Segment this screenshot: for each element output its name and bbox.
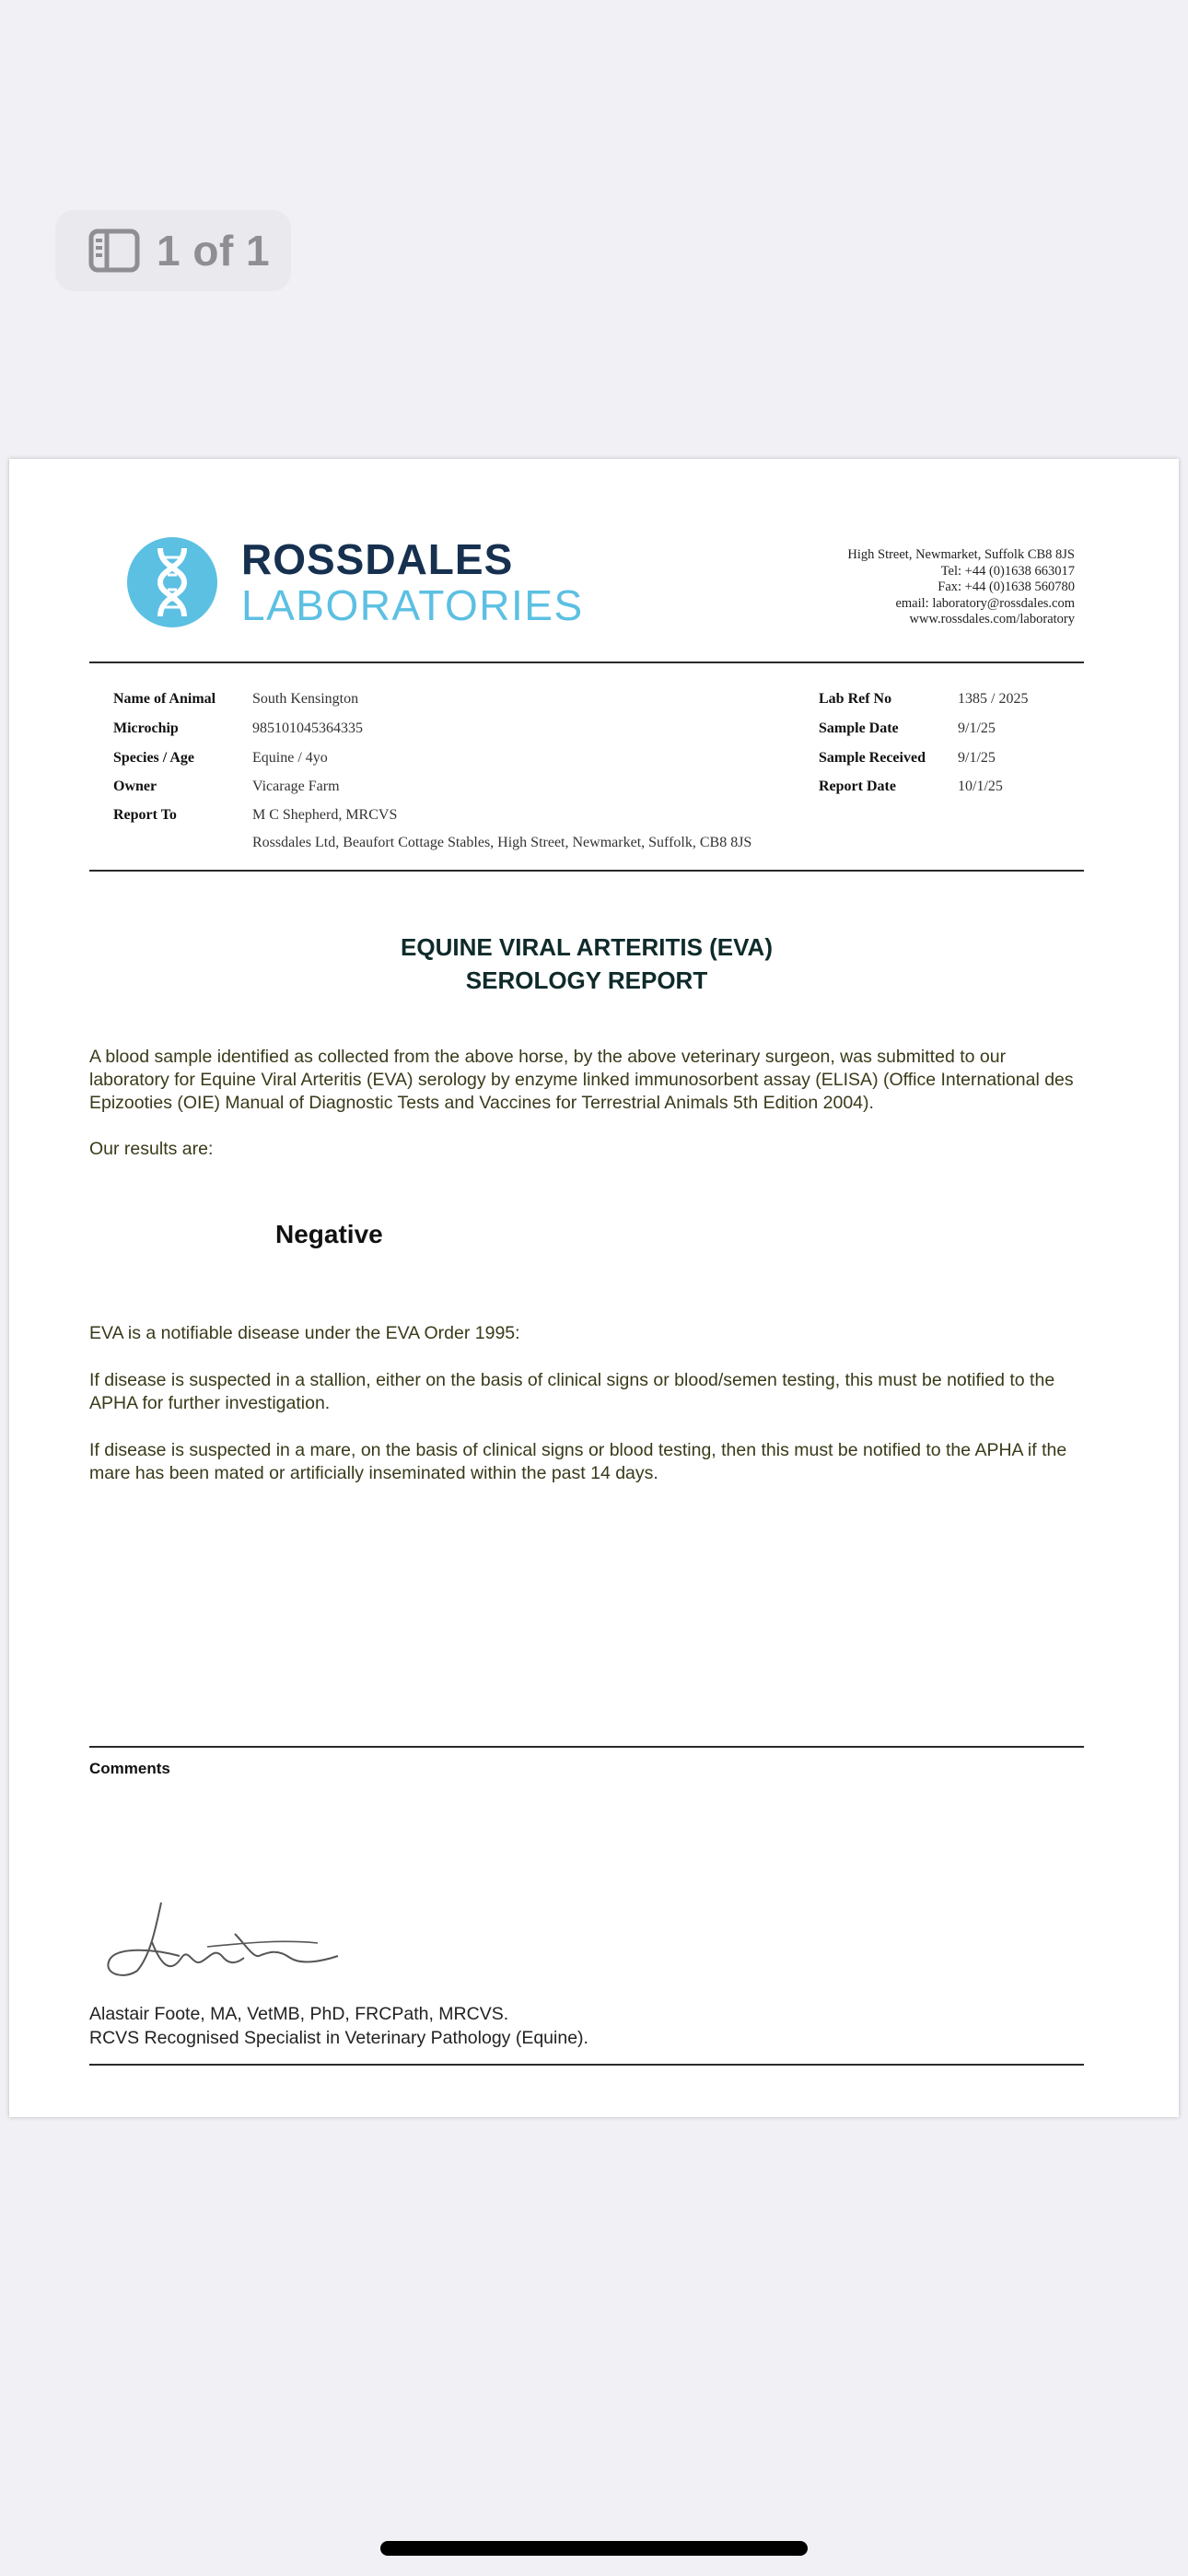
- divider: [89, 662, 1084, 663]
- stallion-note: If disease is suspected in a stallion, either on the basis of clinical signs or blood/semen testing, this must be notified to the APHA for further investigation.: [89, 1370, 1055, 1413]
- info-value: 10/1/25: [958, 779, 1003, 794]
- title-line-2: SEROLOGY REPORT: [465, 966, 708, 994]
- info-value: 985101045364335: [252, 720, 363, 736]
- address-line: www.rossdales.com/laboratory: [909, 612, 1075, 626]
- notifiable-statement: EVA is a notifiable disease under the EVA Order 1995:: [89, 1323, 520, 1343]
- divider: [89, 1746, 1084, 1748]
- info-value: Equine / 4yo: [252, 750, 328, 766]
- address-line: email: laboratory@rossdales.com: [895, 595, 1075, 611]
- signatory: [89, 2002, 588, 2050]
- info-value: 9/1/25: [958, 750, 996, 766]
- divider: [89, 2064, 1084, 2066]
- info-label: Report Date: [819, 779, 896, 794]
- info-label: Sample Date: [819, 720, 899, 736]
- title-line-1: EQUINE VIRAL ARTERITIS (EVA): [401, 933, 773, 961]
- divider: [89, 870, 1084, 872]
- sidebar-icon: [88, 228, 140, 273]
- info-label: Report To: [113, 807, 177, 823]
- address-line: Tel: +44 (0)1638 663017: [940, 563, 1075, 579]
- info-value: 1385 / 2025: [958, 691, 1029, 707]
- info-label: Owner: [113, 779, 157, 794]
- lab-address: [847, 547, 1075, 628]
- comments-label: Comments: [89, 1760, 170, 1777]
- info-label: Sample Received: [819, 750, 926, 766]
- address-line: High Street, Newmarket, Suffolk CB8 8JS: [847, 547, 1075, 562]
- report-title: [89, 931, 1084, 997]
- intro-paragraph: A blood sample identified as collected from the above horse, by the above veterinary surgeon, was submitted to our laboratory for Equine Viral Arteritis (EVA) serology by enzyme linked immunosorbent assay (ELISA) (Office International des Epizooties (OIE) Manual of Diagnostic Tests and Vaccines for Terrestrial Animals 5th Edition 2004).: [89, 1047, 1074, 1113]
- page-indicator-text: 1 of 1: [157, 227, 271, 275]
- results-intro: Our results are:: [89, 1139, 214, 1159]
- document-page[interactable]: [9, 459, 1179, 2117]
- dna-icon: [127, 537, 217, 627]
- test-result: Negative: [275, 1220, 383, 1248]
- address-line: Fax: +44 (0)1638 560780: [938, 580, 1075, 594]
- mare-note: If disease is suspected in a mare, on the basis of clinical signs or blood testing, then this must be notified to the APHA if the mare has been mated or artificially inseminated within the past 14 days.: [89, 1440, 1067, 1483]
- logo-line-1: ROSSDALES: [241, 535, 514, 583]
- page-indicator[interactable]: [55, 210, 291, 291]
- info-label: Microchip: [113, 720, 179, 736]
- info-value: 9/1/25: [958, 720, 996, 736]
- logo-line-2: LABORATORIES: [241, 581, 584, 629]
- info-value: Vicarage Farm: [252, 779, 340, 794]
- home-indicator[interactable]: [380, 2541, 808, 2556]
- report-to-address: Rossdales Ltd, Beaufort Cottage Stables, High Street, Newmarket, Suffolk, CB8 8JS: [252, 835, 752, 850]
- signer-title: RCVS Recognised Specialist in Veterinary Pathology (Equine).: [89, 2028, 588, 2048]
- info-label: Species / Age: [113, 750, 194, 766]
- info-label: Name of Animal: [113, 691, 216, 707]
- info-value: South Kensington: [252, 691, 359, 707]
- signer-name: Alastair Foote, MA, VetMB, PhD, FRCPath, MRCVS.: [89, 2004, 509, 2024]
- info-label: Lab Ref No: [819, 691, 892, 707]
- info-value: M C Shepherd, MRCVS: [252, 807, 398, 823]
- company-logo: [127, 537, 584, 627]
- signature: [97, 1891, 355, 1984]
